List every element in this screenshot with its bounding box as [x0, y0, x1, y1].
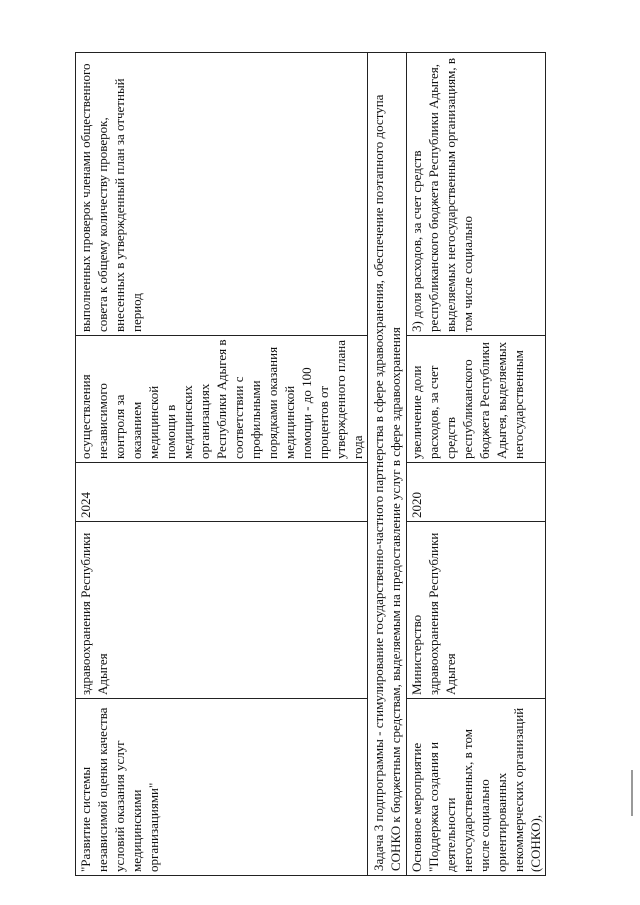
scan-edge-mark: [631, 770, 633, 816]
table-row: [76, 53, 368, 876]
result-cell: увеличение доли расходов, за счет средств республиканского бюджета Республики Адыгея, выделяемых негосударственным: [407, 336, 546, 463]
table-row: [407, 53, 546, 876]
result-cell: осуществления независимого контроля за оказанием медицинской помощи в медицинских организациях Республики Адыгея в соответствии с профильными порядками оказания медицинской помощи - до 100 процентов от утвержденного плана года: [76, 336, 368, 463]
executor-cell: Министерство здравоохранения Республики Адыгея: [407, 522, 546, 699]
year-cell: 2020: [407, 463, 546, 522]
executor-cell: здравоохранения Республики Адыгея: [76, 522, 368, 699]
program-table: [75, 52, 546, 876]
task-cell: Задача 3 подпрограммы - стимулирование государственно-частного партнерства в сфере здравоохранения, обеспечение поэтапного доступа СОНКО к бюджетным средствам, выделяемым на предоставление услуг в сфере здравоохранения: [368, 53, 407, 876]
task-row: [368, 53, 407, 876]
indicator-cell: 3) доля расходов, за счет средств республиканского бюджета Республики Адыгея, выделяемых негосударственным организациям, в том числе социально: [407, 53, 546, 336]
measure-cell: "Развитие системы независимой оценки качества условий оказания услуг медицинскими организациями": [76, 699, 368, 876]
measure-cell: Основное мероприятие "Поддержка создания и деятельности негосударственных, в том числе социально ориентированных некоммерческих организаций (СОНКО),: [407, 699, 546, 876]
year-cell: 2024: [76, 463, 368, 522]
rotated-table-wrapper: [75, 57, 595, 876]
indicator-cell: выполненных проверок членами общественного совета к общему количеству проверок, внесенных в утвержденный план за отчетный период: [76, 53, 368, 336]
